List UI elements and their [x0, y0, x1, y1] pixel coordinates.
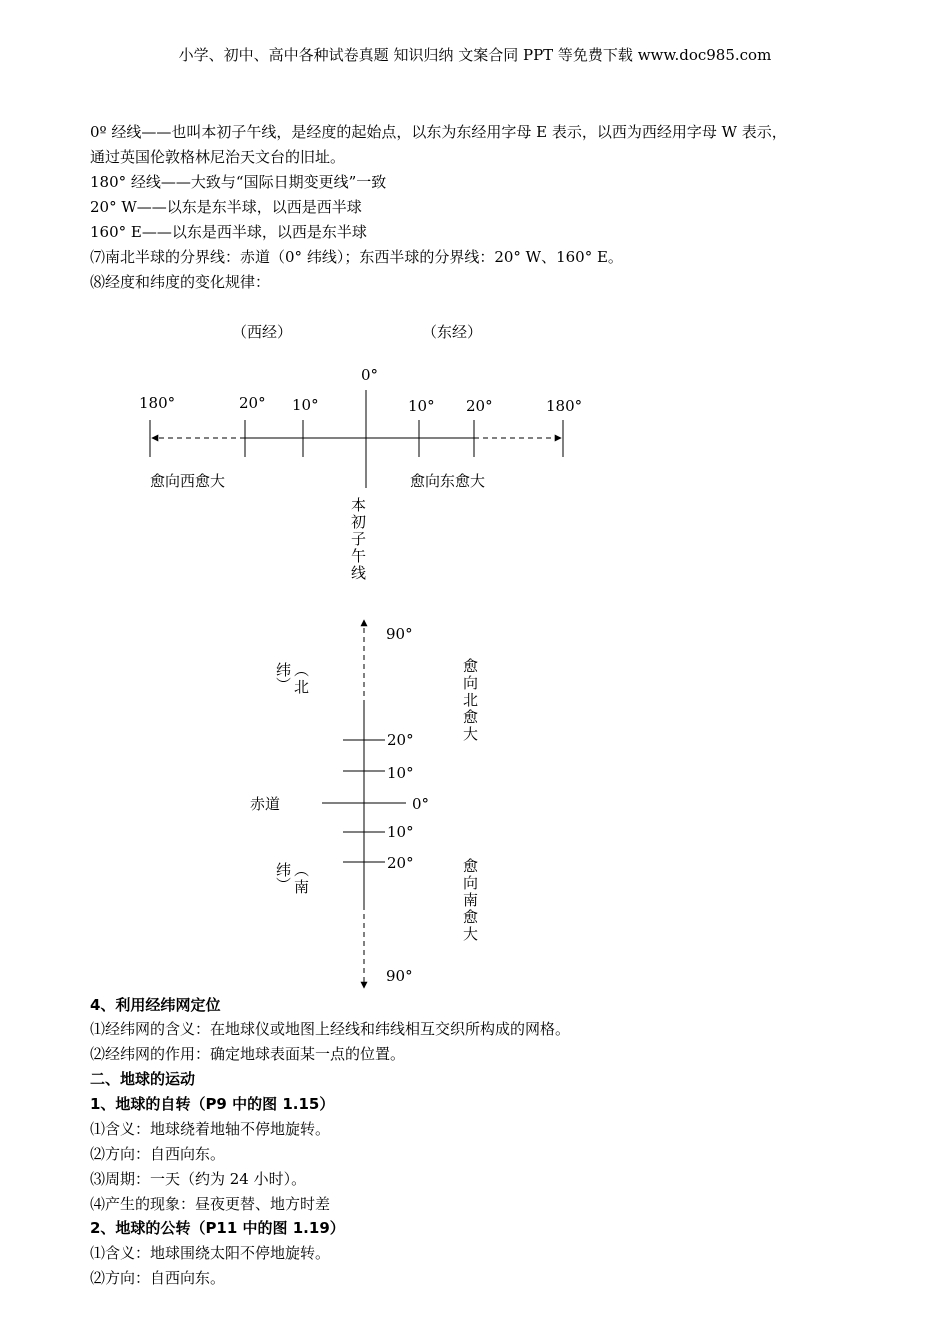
north-trend-char: 愈 [463, 657, 479, 675]
latitude-diagram [250, 620, 478, 988]
south-lat-paren: ︶ [276, 876, 292, 894]
south-trend-char: 向 [463, 874, 479, 892]
text-line: ⑷产生的现象：昼夜更替、地方时差 [90, 1195, 331, 1213]
text-line: 160° E——以东是西半球，以西是东半球 [90, 223, 367, 241]
tick-label-20e: 20° [466, 397, 493, 415]
south-trend-char: 南 [463, 891, 479, 909]
south-trend-char: 愈 [463, 908, 479, 926]
section-2-title: 二、地球的运动 [90, 1070, 196, 1088]
prime-meridian-char: 午 [351, 547, 367, 565]
tick-label-90s: 90° [386, 967, 413, 985]
north-lat-char: 北 [294, 678, 310, 696]
tick-label-20n: 20° [387, 731, 414, 749]
text-line: ⑴含义：地球围绕太阳不停地旋转。 [90, 1244, 331, 1262]
tick-label-20w: 20° [239, 394, 266, 412]
south-lat-char: 南 [294, 878, 310, 896]
text-line: ⑵方向：自西向东。 [90, 1145, 226, 1163]
section-4-title: 4、利用经纬网定位 [90, 996, 221, 1014]
tick-label-180e: 180° [546, 397, 583, 415]
south-lat-paren: ︵ [294, 861, 310, 879]
longitude-diagram [139, 323, 582, 582]
subsection-rotation-title: 1、地球的自转（P9 中的图 1.15） [90, 1095, 335, 1113]
text-line: ⑺南北半球的分界线：赤道（0° 纬线）；东西半球的分界线：20° W、160° E。 [90, 248, 623, 266]
tick-label-10w: 10° [292, 396, 319, 414]
prime-meridian-char: 子 [351, 530, 367, 548]
north-trend-char: 向 [463, 674, 479, 692]
prime-meridian-char: 初 [351, 513, 367, 531]
subsection-revolution-title: 2、地球的公转（P11 中的图 1.19） [90, 1219, 345, 1237]
text-line: 0º 经线——也叫本初子午线，是经度的起始点，以东为东经用字母 E 表示，以西为西经用字母 W 表示， [90, 123, 787, 141]
east-trend-label: 愈向东愈大 [410, 472, 486, 490]
north-lat-paren: ︶ [276, 676, 292, 694]
north-lat-paren: ︵ [294, 661, 310, 679]
text-line: ⑵方向：自西向东。 [90, 1269, 226, 1287]
zero-meridian-label: 0° [361, 366, 379, 384]
text-line: 通过英国伦敦格林尼治天文台的旧址。 [90, 148, 346, 166]
north-trend-char: 愈 [463, 708, 479, 726]
north-lat-char: 纬 [276, 661, 292, 679]
text-line: 20° W——以东是东半球，以西是西半球 [90, 198, 362, 216]
tick-label-10e: 10° [408, 397, 435, 415]
north-trend-char: 北 [463, 691, 479, 709]
west-trend-label: 愈向西愈大 [150, 472, 226, 490]
south-trend-char: 大 [463, 925, 479, 943]
text-line: ⑶周期：一天（约为 24 小时）。 [90, 1170, 307, 1188]
tick-label-90n: 90° [386, 625, 413, 643]
page-header: 小学、初中、高中各种试卷真题 知识归纳 文案合同 PPT 等免费下载 www.doc985.com [178, 46, 772, 64]
tick-label-equator: 0° [412, 795, 430, 813]
north-trend-char: 大 [463, 725, 479, 743]
tick-label-20s: 20° [387, 854, 414, 872]
text-line: ⑵经纬网的作用：确定地球表面某一点的位置。 [90, 1045, 406, 1063]
east-longitude-label: （东经） [422, 323, 483, 341]
equator-label: 赤道 [250, 795, 281, 813]
text-line: 180° 经线——大致与“国际日期变更线”一致 [90, 173, 387, 191]
prime-meridian-char: 线 [351, 564, 367, 582]
south-lat-char: 纬 [276, 861, 292, 879]
text-line: ⑻经度和纬度的变化规律： [90, 273, 271, 291]
tick-label-180w: 180° [139, 394, 176, 412]
west-longitude-label: （西经） [232, 323, 293, 341]
prime-meridian-char: 本 [351, 496, 367, 514]
tick-label-10s: 10° [387, 823, 414, 841]
south-trend-char: 愈 [463, 857, 479, 875]
text-line: ⑴经纬网的含义：在地球仪或地图上经线和纬线相互交织所构成的网格。 [90, 1020, 571, 1038]
text-line: ⑴含义：地球绕着地轴不停地旋转。 [90, 1120, 331, 1138]
tick-label-10n: 10° [387, 764, 414, 782]
